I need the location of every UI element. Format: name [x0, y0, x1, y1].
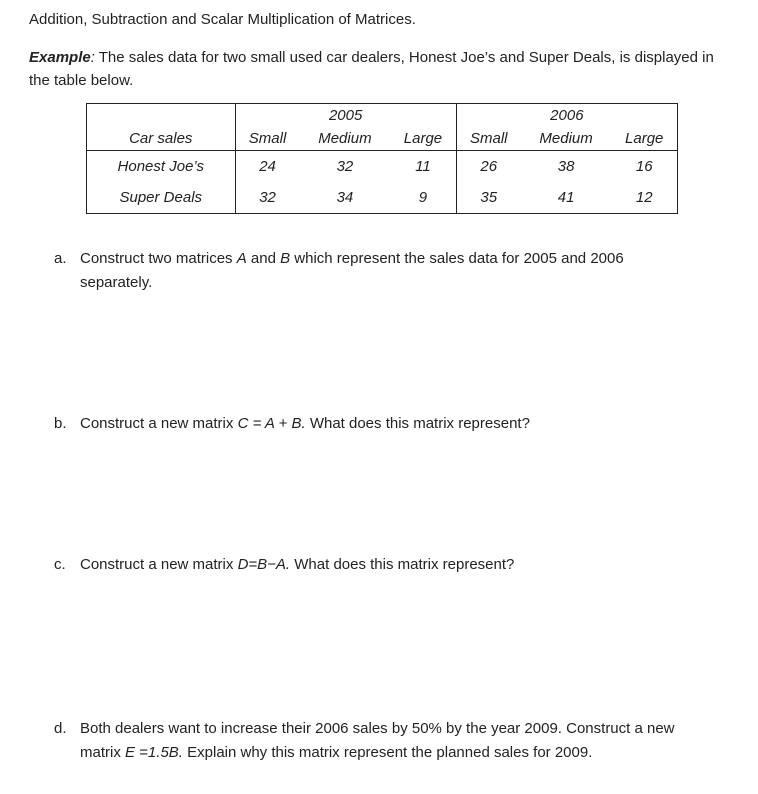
table-cell: 11	[415, 158, 431, 175]
example-colon: :	[90, 49, 95, 66]
table-cell: 26	[456, 151, 521, 183]
table-row	[87, 182, 678, 214]
question-text: What does this matrix represent?	[290, 556, 515, 573]
column-header: Medium	[521, 126, 612, 151]
example-paragraph	[29, 46, 719, 92]
matrix-formula: D=B−A.	[237, 556, 291, 573]
table-row	[87, 151, 678, 183]
dealer-name: Honest Joe’s	[87, 151, 236, 183]
table-cell: 35	[456, 182, 521, 214]
question-text: Construct a new matrix	[80, 556, 238, 573]
matrix-formula: E =1.5B.	[125, 744, 183, 761]
table-cell: 34	[300, 182, 391, 214]
question-text: which represent the sales data for 2005 and 2006	[290, 250, 624, 267]
matrix-formula: C = A + B.	[237, 415, 306, 432]
column-header: Small	[235, 126, 300, 151]
dealer-name: Super Deals	[87, 182, 236, 214]
table-cell: 16	[611, 151, 677, 183]
question-label: d.	[54, 720, 67, 737]
question-label: b.	[54, 415, 67, 432]
table-cell: 12	[611, 182, 677, 214]
question-text: Explain why this matrix represent the planned sales for 2009.	[182, 744, 593, 761]
year-2006-header: 2006	[456, 104, 677, 127]
question-d	[54, 717, 744, 765]
question-a	[54, 247, 694, 295]
question-text: and	[246, 250, 281, 267]
page-title: Addition, Subtraction and Scalar Multiplication of Matrices.	[29, 11, 416, 28]
table-corner	[87, 104, 236, 127]
question-text: What does this matrix represent?	[305, 415, 530, 432]
row-header-label: Car sales	[87, 126, 236, 151]
column-header: Medium	[300, 126, 391, 151]
question-text: Construct two matrices	[80, 250, 237, 267]
question-label: a.	[54, 250, 67, 267]
matrix-symbol: A	[236, 250, 247, 267]
table-cell: 41	[521, 182, 612, 214]
column-header: Small	[456, 126, 521, 151]
table-cell: 24	[235, 151, 300, 183]
table-cell: 32	[336, 158, 354, 175]
question-b	[54, 412, 714, 436]
example-label: Example	[29, 49, 91, 66]
year-2005-header: 2005	[235, 104, 456, 127]
table-cell: 38	[557, 158, 575, 175]
sales-table	[86, 103, 678, 213]
column-header: Large	[390, 126, 456, 151]
question-text: matrix	[80, 744, 125, 761]
table-cell: 9	[390, 182, 456, 214]
example-text: The sales data for two small used car dealers, Honest Joe’s and Super Deals, is displayed in the table below.	[29, 49, 714, 89]
matrix-symbol: B	[280, 250, 291, 267]
table-cell: 32	[235, 182, 300, 214]
question-text-continued: separately.	[80, 274, 153, 291]
column-header: Large	[611, 126, 677, 151]
question-c	[54, 553, 714, 577]
question-text: Both dealers want to increase their 2006 sales by 50% by the year 2009. Construct a new	[80, 720, 675, 737]
question-label: c.	[54, 556, 66, 573]
question-text: Construct a new matrix	[80, 415, 238, 432]
